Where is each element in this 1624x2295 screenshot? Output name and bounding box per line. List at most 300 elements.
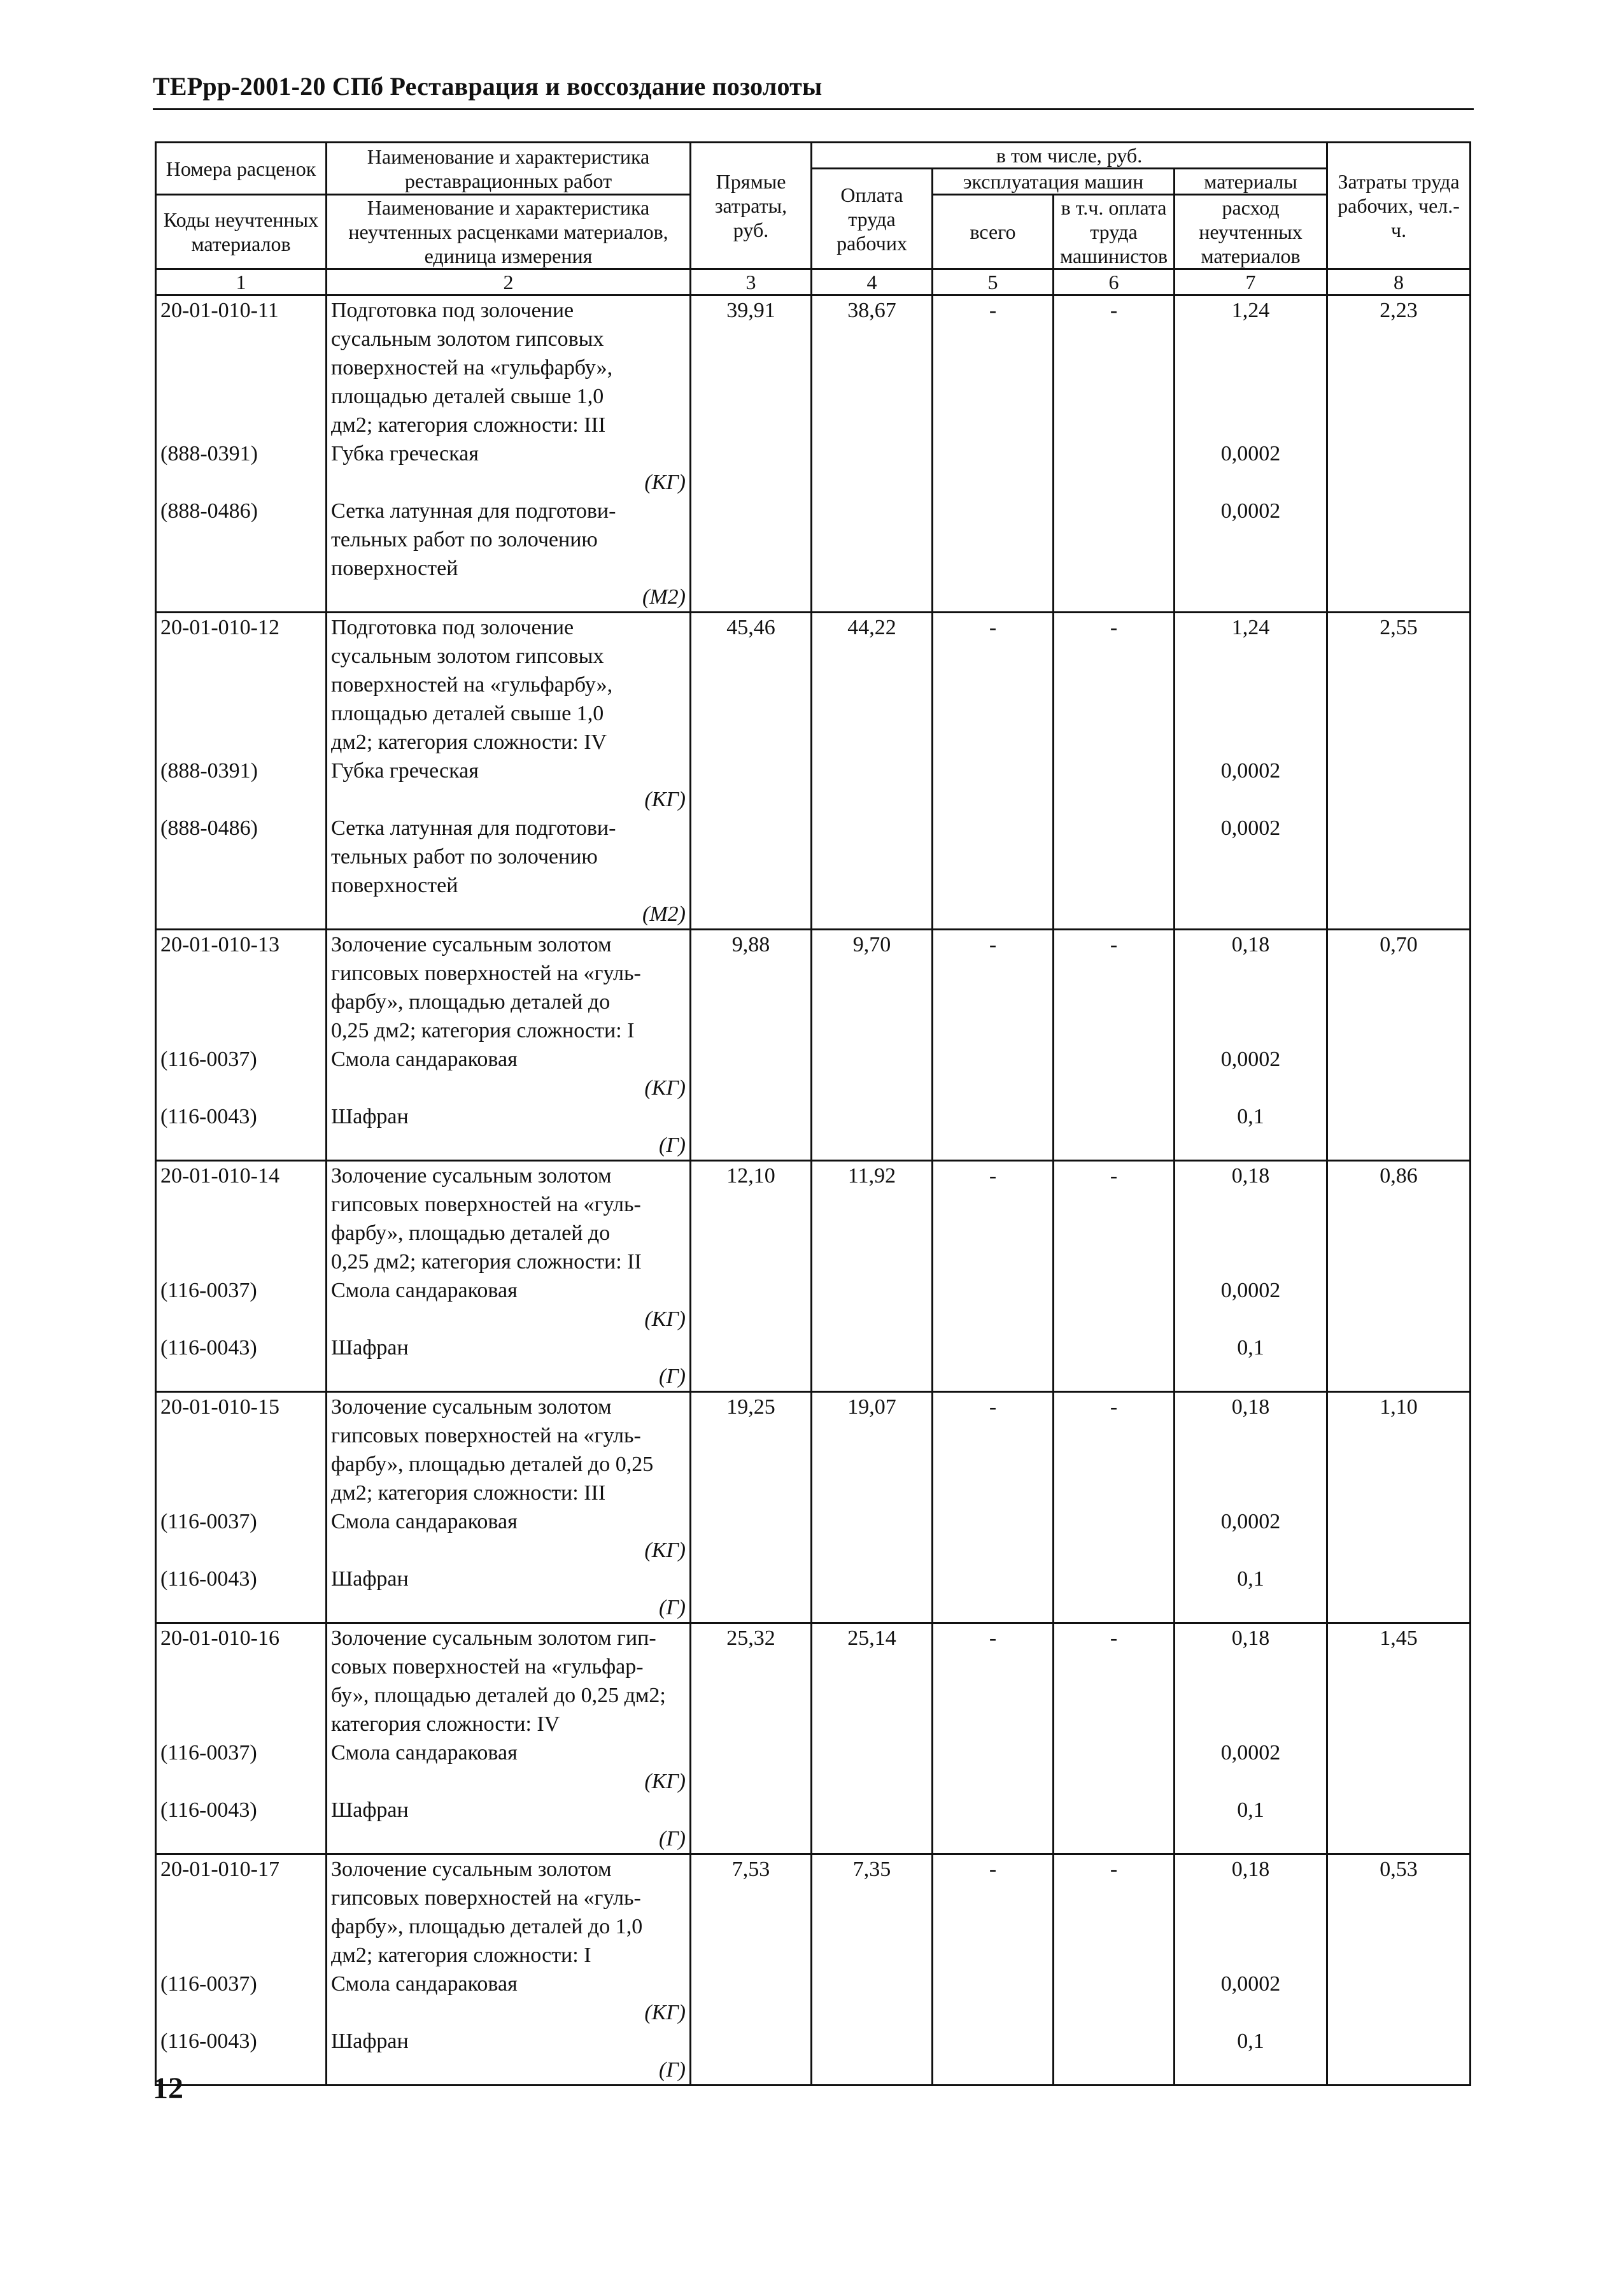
rate-code: 20-01-010-14 <box>160 1164 279 1188</box>
material-code: (888-0486) <box>160 816 258 840</box>
spacer <box>160 1479 321 1507</box>
rate-code-cell <box>156 1854 327 2085</box>
direct-costs-value-cell <box>691 1161 812 1392</box>
column-number: 4 <box>812 269 933 295</box>
material-consumption: 0,0002 <box>1220 816 1281 840</box>
labor-hours-value: 2,23 <box>1380 299 1418 322</box>
header-material-consumption: расход неучтенных материалов <box>1175 195 1327 269</box>
material-unit: (КГ) <box>644 1307 686 1331</box>
material-consumption: 0,0002 <box>1220 1510 1281 1533</box>
machines-total-value: - <box>989 1164 997 1188</box>
machinist-pay-value-cell <box>1054 1161 1175 1392</box>
machinist-pay-value: - <box>1110 299 1118 322</box>
spacer <box>160 1593 321 1622</box>
spacer <box>160 583 321 611</box>
spacer <box>1179 642 1322 671</box>
material-consumption: 0,0002 <box>1220 499 1281 523</box>
spacer <box>160 871 321 900</box>
material-code: (116-0037) <box>160 1741 257 1765</box>
material-code: (888-0391) <box>160 442 258 465</box>
work-name-line: гипсовых поверхностей на «гуль- <box>331 1193 641 1216</box>
work-name-line: дм2; категория сложности: III <box>331 413 606 437</box>
spacer <box>1179 1450 1322 1479</box>
rate-code: 20-01-010-15 <box>160 1395 279 1419</box>
title-divider <box>153 108 1474 110</box>
materials-value: 0,18 <box>1231 1395 1270 1419</box>
material-code: (116-0037) <box>160 1510 257 1533</box>
material-name-line: Сетка латунная для подготови- <box>331 816 616 840</box>
worker-pay-value: 9,70 <box>852 933 891 956</box>
rates-table-body <box>156 295 1471 2085</box>
material-consumption: 0,1 <box>1237 1336 1264 1360</box>
header-material-codes: Коды неучтенных материалов <box>156 195 327 269</box>
rate-name-cell <box>327 1161 691 1392</box>
worker-pay-value-cell <box>812 1854 933 2085</box>
material-consumption: 0,0002 <box>1220 1741 1281 1765</box>
spacer <box>160 554 321 583</box>
work-name-line: Золочение сусальным золотом <box>331 933 612 956</box>
spacer <box>1179 671 1322 699</box>
rate-code-cell <box>156 295 327 613</box>
material-code: (116-0043) <box>160 2029 257 2053</box>
rate-name-cell <box>327 1854 691 2085</box>
worker-pay-value-cell <box>812 1392 933 1623</box>
header-worker-pay: Оплата труда рабочих <box>812 169 933 269</box>
spacer <box>1179 1912 1322 1941</box>
labor-hours-value: 2,55 <box>1380 616 1418 639</box>
direct-costs-value: 25,32 <box>726 1626 775 1650</box>
direct-costs-value-cell <box>691 613 812 930</box>
spacer <box>1179 1941 1322 1970</box>
rate-code-cell <box>156 930 327 1161</box>
direct-costs-value: 12,10 <box>726 1164 775 1188</box>
worker-pay-value: 25,14 <box>847 1626 896 1650</box>
spacer <box>160 642 321 671</box>
material-consumption: 0,1 <box>1237 1105 1264 1128</box>
work-name-line: дм2; категория сложности: IV <box>331 730 607 754</box>
spacer <box>1179 2056 1322 2084</box>
column-number: 8 <box>1327 269 1471 295</box>
material-consumption: 0,0002 <box>1220 1279 1281 1302</box>
spacer <box>160 1421 321 1450</box>
work-name-line: фарбу», площадью деталей до 0,25 <box>331 1453 654 1476</box>
header-work-name: Наименование и характеристика реставрационных работ <box>327 143 691 195</box>
direct-costs-value: 19,25 <box>726 1395 775 1419</box>
spacer <box>160 785 321 814</box>
labor-hours-cell <box>1327 930 1471 1161</box>
spacer <box>160 988 321 1016</box>
work-name-line: Золочение сусальным золотом <box>331 1164 612 1188</box>
worker-pay-value-cell <box>812 1623 933 1854</box>
rate-code: 20-01-010-17 <box>160 1858 279 1881</box>
spacer <box>1179 382 1322 411</box>
worker-pay-value: 11,92 <box>847 1164 896 1188</box>
material-name-line: поверхностей <box>331 874 458 897</box>
material-unit: (КГ) <box>644 2001 686 2024</box>
machines-total-value-cell <box>933 1623 1054 1854</box>
direct-costs-value: 7,53 <box>731 1858 770 1881</box>
rate-code: 20-01-010-11 <box>160 299 279 322</box>
material-unit: (КГ) <box>644 788 686 811</box>
spacer <box>1179 699 1322 728</box>
material-consumption: 0,1 <box>1237 1567 1264 1591</box>
material-unit: (Г) <box>659 1133 686 1157</box>
spacer <box>160 325 321 353</box>
direct-costs-value-cell <box>691 295 812 613</box>
material-consumption: 0,0002 <box>1220 759 1281 783</box>
work-name-line: поверхностей на «гульфарбу», <box>331 356 613 380</box>
materials-value: 1,24 <box>1231 299 1270 322</box>
spacer <box>160 900 321 928</box>
spacer <box>1179 1190 1322 1219</box>
machines-total-value: - <box>989 1858 997 1881</box>
materials-value: 0,18 <box>1231 1626 1270 1650</box>
machinist-pay-value: - <box>1110 1858 1118 1881</box>
spacer <box>160 1131 321 1160</box>
work-name-line: 0,25 дм2; категория сложности: II <box>331 1250 642 1274</box>
column-number: 6 <box>1054 269 1175 295</box>
machinist-pay-value-cell <box>1054 295 1175 613</box>
rate-code: 20-01-010-13 <box>160 933 279 956</box>
labor-hours-value: 0,53 <box>1380 1858 1418 1881</box>
spacer <box>1179 1536 1322 1565</box>
rate-code-cell <box>156 1161 327 1392</box>
material-code: (116-0043) <box>160 1336 257 1360</box>
work-name-line: Подготовка под золочение <box>331 299 574 322</box>
spacer <box>160 1998 321 2027</box>
work-name-line: Золочение сусальным золотом <box>331 1858 612 1881</box>
machines-total-value-cell <box>933 1161 1054 1392</box>
material-code: (888-0486) <box>160 499 258 523</box>
work-name-line: гипсовых поверхностей на «гуль- <box>331 962 641 985</box>
work-name-line: сусальным золотом гипсовых <box>331 644 604 668</box>
spacer <box>1179 871 1322 900</box>
material-unit: (КГ) <box>644 1076 686 1100</box>
spacer <box>1179 1998 1322 2027</box>
column-number: 5 <box>933 269 1054 295</box>
spacer <box>1179 785 1322 814</box>
material-name-line: Шафран <box>331 1336 409 1360</box>
direct-costs-value-cell <box>691 930 812 1161</box>
header-labor-hours: Затраты труда рабочих, чел.-ч. <box>1327 143 1471 269</box>
header-direct-costs: Прямые затраты, руб. <box>691 143 812 269</box>
machines-total-value-cell <box>933 930 1054 1161</box>
worker-pay-value-cell <box>812 295 933 613</box>
material-name-line: Сетка латунная для подготови- <box>331 499 616 523</box>
materials-cell <box>1175 930 1327 1161</box>
materials-cell <box>1175 1854 1327 2085</box>
spacer <box>160 699 321 728</box>
material-consumption: 0,1 <box>1237 1798 1264 1822</box>
column-number: 1 <box>156 269 327 295</box>
rate-code-cell <box>156 1392 327 1623</box>
machinist-pay-value: - <box>1110 616 1118 639</box>
machinist-pay-value-cell <box>1054 1623 1175 1854</box>
material-name-line: Шафран <box>331 2029 409 2053</box>
spacer <box>1179 1884 1322 1912</box>
spacer <box>1179 583 1322 611</box>
material-name-line: Смола сандараковая <box>331 1279 518 1302</box>
labor-hours-value: 0,70 <box>1380 933 1418 956</box>
materials-cell <box>1175 613 1327 930</box>
machines-total-value-cell <box>933 1854 1054 2085</box>
material-name-line: Губка греческая <box>331 759 479 783</box>
rate-code-cell <box>156 613 327 930</box>
header-machine-operation: эксплуатация машин <box>933 169 1175 195</box>
spacer <box>1179 411 1322 439</box>
work-name-line: сусальным золотом гипсовых <box>331 327 604 351</box>
column-number: 3 <box>691 269 812 295</box>
spacer <box>1179 1362 1322 1391</box>
spacer <box>160 1884 321 1912</box>
work-name-line: Подготовка под золочение <box>331 616 574 639</box>
spacer <box>1179 1652 1322 1681</box>
rate-name-cell <box>327 1392 691 1623</box>
spacer <box>160 959 321 988</box>
rate-code: 20-01-010-12 <box>160 616 279 639</box>
materials-cell <box>1175 1392 1327 1623</box>
spacer <box>1179 1421 1322 1450</box>
material-name-line: Шафран <box>331 1567 409 1591</box>
rate-row <box>156 1623 1471 1854</box>
spacer <box>160 1450 321 1479</box>
header-material-names: Наименование и характеристика неучтенных расценками материалов, единица измерения <box>327 195 691 269</box>
materials-value: 1,24 <box>1231 616 1270 639</box>
spacer <box>1179 1219 1322 1247</box>
machinist-pay-value: - <box>1110 933 1118 956</box>
worker-pay-value: 38,67 <box>847 299 896 322</box>
work-name-line: 0,25 дм2; категория сложности: I <box>331 1019 635 1042</box>
spacer <box>1179 1479 1322 1507</box>
header-rate-numbers: Номера расценок <box>156 143 327 195</box>
rate-row <box>156 613 1471 930</box>
spacer <box>160 1941 321 1970</box>
material-name-line: Смола сандараковая <box>331 1048 518 1071</box>
machines-total-value-cell <box>933 613 1054 930</box>
spacer <box>160 1767 321 1796</box>
spacer <box>1179 1710 1322 1738</box>
material-consumption: 0,0002 <box>1220 442 1281 465</box>
worker-pay-value: 7,35 <box>852 1858 891 1881</box>
work-name-line: фарбу», площадью деталей до 1,0 <box>331 1915 643 1938</box>
spacer <box>160 1016 321 1045</box>
material-name-line: тельных работ по золочению <box>331 528 598 551</box>
work-name-line: дм2; категория сложности: I <box>331 1943 591 1967</box>
spacer <box>1179 1767 1322 1796</box>
spacer <box>160 1681 321 1710</box>
page-number: 12 <box>153 2071 183 2105</box>
rate-name-cell <box>327 613 691 930</box>
work-name-line: гипсовых поверхностей на «гуль- <box>331 1424 641 1447</box>
material-name-line: тельных работ по золочению <box>331 845 598 869</box>
labor-hours-value: 1,10 <box>1380 1395 1418 1419</box>
labor-hours-cell <box>1327 1392 1471 1623</box>
rate-name-cell <box>327 295 691 613</box>
material-unit: (М2) <box>642 585 686 609</box>
spacer <box>1179 1824 1322 1853</box>
work-name-line: фарбу», площадью деталей до <box>331 1221 611 1245</box>
spacer <box>1179 842 1322 871</box>
machines-total-value-cell <box>933 295 1054 613</box>
work-name-line: Золочение сусальным золотом гип- <box>331 1626 656 1650</box>
rate-code-cell <box>156 1623 327 1854</box>
spacer <box>1179 900 1322 928</box>
spacer <box>1179 1016 1322 1045</box>
work-name-line: Золочение сусальным золотом <box>331 1395 612 1419</box>
spacer <box>1179 525 1322 554</box>
material-unit: (Г) <box>659 1827 686 1851</box>
worker-pay-value-cell <box>812 1161 933 1392</box>
worker-pay-value-cell <box>812 930 933 1161</box>
labor-hours-cell <box>1327 295 1471 613</box>
machines-total-value-cell <box>933 1392 1054 1623</box>
work-name-line: площадью деталей свыше 1,0 <box>331 702 604 725</box>
material-code: (116-0037) <box>160 1048 257 1071</box>
machines-total-value: - <box>989 299 997 322</box>
machinist-pay-value: - <box>1110 1164 1118 1188</box>
rate-row <box>156 1161 1471 1392</box>
rates-table <box>155 141 1471 2086</box>
direct-costs-value-cell <box>691 1392 812 1623</box>
header-machinist-pay: в т.ч. оплата труда машинистов <box>1054 195 1175 269</box>
worker-pay-value-cell <box>812 613 933 930</box>
work-name-line: совых поверхностей на «гульфар- <box>331 1655 644 1679</box>
spacer <box>1179 353 1322 382</box>
work-name-line: фарбу», площадью деталей до <box>331 990 611 1014</box>
material-code: (888-0391) <box>160 759 258 783</box>
spacer <box>160 382 321 411</box>
work-name-line: площадью деталей свыше 1,0 <box>331 385 604 408</box>
material-name-line: Смола сандараковая <box>331 1741 518 1765</box>
spacer <box>160 1362 321 1391</box>
rate-row <box>156 930 1471 1161</box>
materials-cell <box>1175 1161 1327 1392</box>
spacer <box>160 1305 321 1333</box>
spacer <box>1179 988 1322 1016</box>
labor-hours-cell <box>1327 1623 1471 1854</box>
rate-code: 20-01-010-16 <box>160 1626 279 1650</box>
materials-cell <box>1175 295 1327 613</box>
machines-total-value: - <box>989 1395 997 1419</box>
spacer <box>160 1912 321 1941</box>
material-unit: (Г) <box>659 1596 686 1619</box>
worker-pay-value: 19,07 <box>847 1395 896 1419</box>
spacer <box>160 1824 321 1853</box>
machines-total-value: - <box>989 933 997 956</box>
rate-name-cell <box>327 1623 691 1854</box>
materials-value: 0,18 <box>1231 1858 1270 1881</box>
spacer <box>160 671 321 699</box>
spacer <box>1179 728 1322 757</box>
work-name-line: поверхностей на «гульфарбу», <box>331 673 613 697</box>
spacer <box>160 525 321 554</box>
spacer <box>160 728 321 757</box>
header-including: в том числе, руб. <box>812 143 1327 169</box>
labor-hours-cell <box>1327 613 1471 930</box>
spacer <box>160 1190 321 1219</box>
material-name-line: Смола сандараковая <box>331 1510 518 1533</box>
machines-total-value: - <box>989 1626 997 1650</box>
material-consumption: 0,0002 <box>1220 1048 1281 1071</box>
work-name-line: бу», площадью деталей до 0,25 дм2; <box>331 1684 666 1707</box>
material-code: (116-0037) <box>160 1279 257 1302</box>
header-materials: материалы <box>1175 169 1327 195</box>
spacer <box>160 1710 321 1738</box>
spacer <box>160 1536 321 1565</box>
header-machines-total: всего <box>933 195 1054 269</box>
material-name-line: Смола сандараковая <box>331 1972 518 1996</box>
machinist-pay-value-cell <box>1054 930 1175 1161</box>
materials-value: 0,18 <box>1231 1164 1270 1188</box>
material-name-line: Губка греческая <box>331 442 479 465</box>
material-unit: (КГ) <box>644 471 686 494</box>
direct-costs-value: 9,88 <box>731 933 770 956</box>
spacer <box>160 468 321 497</box>
material-consumption: 0,0002 <box>1220 1972 1281 1996</box>
labor-hours-value: 0,86 <box>1380 1164 1418 1188</box>
material-code: (116-0043) <box>160 1798 257 1822</box>
material-name-line: Шафран <box>331 1798 409 1822</box>
spacer <box>160 2056 321 2084</box>
direct-costs-value: 45,46 <box>726 616 775 639</box>
material-consumption: 0,1 <box>1237 2029 1264 2053</box>
spacer <box>1179 554 1322 583</box>
rate-row <box>156 295 1471 613</box>
machinist-pay-value-cell <box>1054 613 1175 930</box>
spacer <box>1179 325 1322 353</box>
document-title: ТЕРрр-2001-20 СПб Реставрация и воссоздание позолоты <box>153 72 823 101</box>
material-code: (116-0043) <box>160 1567 257 1591</box>
material-name-line: Шафран <box>331 1105 409 1128</box>
labor-hours-cell <box>1327 1161 1471 1392</box>
machinist-pay-value-cell <box>1054 1854 1175 2085</box>
spacer <box>1179 1131 1322 1160</box>
spacer <box>1179 468 1322 497</box>
rate-row <box>156 1854 1471 2085</box>
column-number: 7 <box>1175 269 1327 295</box>
spacer <box>1179 1305 1322 1333</box>
labor-hours-cell <box>1327 1854 1471 2085</box>
machinist-pay-value: - <box>1110 1626 1118 1650</box>
spacer <box>1179 1593 1322 1622</box>
direct-costs-value-cell <box>691 1854 812 2085</box>
spacer <box>160 842 321 871</box>
column-number: 2 <box>327 269 691 295</box>
direct-costs-value: 39,91 <box>726 299 775 322</box>
machines-total-value: - <box>989 616 997 639</box>
spacer <box>160 1652 321 1681</box>
materials-value: 0,18 <box>1231 933 1270 956</box>
material-name-line: поверхностей <box>331 557 458 580</box>
machinist-pay-value-cell <box>1054 1392 1175 1623</box>
rate-row <box>156 1392 1471 1623</box>
spacer <box>160 1219 321 1247</box>
materials-cell <box>1175 1623 1327 1854</box>
rate-name-cell <box>327 930 691 1161</box>
work-name-line: категория сложности: IV <box>331 1712 560 1736</box>
column-number-row <box>156 269 1471 295</box>
spacer <box>1179 1247 1322 1276</box>
material-unit: (Г) <box>659 1365 686 1388</box>
spacer <box>1179 1681 1322 1710</box>
spacer <box>160 1074 321 1102</box>
work-name-line: дм2; категория сложности: III <box>331 1481 606 1505</box>
spacer <box>160 353 321 382</box>
worker-pay-value: 44,22 <box>847 616 896 639</box>
spacer <box>160 411 321 439</box>
material-code: (116-0037) <box>160 1972 257 1996</box>
material-unit: (Г) <box>659 2058 686 2082</box>
